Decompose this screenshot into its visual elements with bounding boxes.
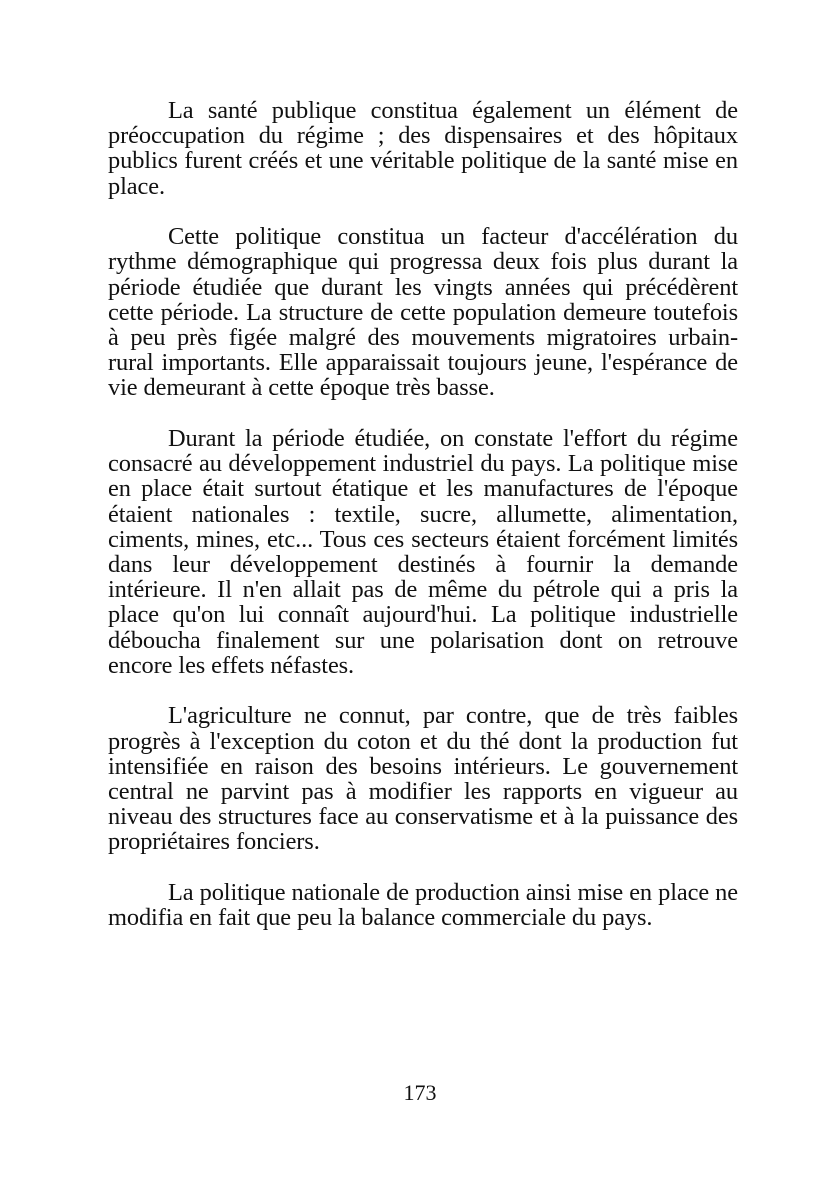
paragraph-public-health: La santé publique constitua également un élément de préoccupation du régime ; des dispensaires et des hôpitaux publics furent créés et une véritable politique de la santé mise en place. — [108, 97, 738, 200]
paragraph-industry: Durant la période étudiée, on constate l'effort du régime consacré au développement industriel du pays. La politique mise en place était surtout étatique et les manufactures de l'époque étaient nationales : textile, sucre, allumette, alimentation, ciments, mines, etc... Tous ces secteurs étaient forcément limités dans leur développement destinés à fournir la demande intérieure. Il n'en allait pas de même du pétrole qui a pris la place qu'on lui connaît aujourd'hui. La politique industrielle déboucha finalement sur une polarisation dont on retrouve encore les effets néfastes. — [108, 425, 738, 679]
paragraph-demography: Cette politique constitua un facteur d'accélération du rythme démographique qui progressa deux fois plus durant la période étudiée que durant les vingts années qui précédèrent cette période. La structure de cette population demeure toutefois à peu près figée malgré des mouvements migratoires urbain-rural importants. Elle apparaissait toujours jeune, l'espérance de vie demeurant à cette époque très basse. — [108, 223, 738, 402]
paragraph-trade-balance: La politique nationale de production ainsi mise en place ne modifia en fait que peu la balance commerciale du pays. — [108, 879, 738, 932]
paragraph-agriculture: L'agriculture ne connut, par contre, que de très faibles progrès à l'exception du coton et du thé dont la production fut intensifiée en raison des besoins intérieurs. Le gouvernement central ne parvint pas à modifier les rapports en vigueur au niveau des structures face au conservatisme et à la puissance des propriétaires fonciers. — [108, 702, 738, 856]
page-number: 173 — [403, 1080, 437, 1105]
body-text — [108, 98, 738, 956]
